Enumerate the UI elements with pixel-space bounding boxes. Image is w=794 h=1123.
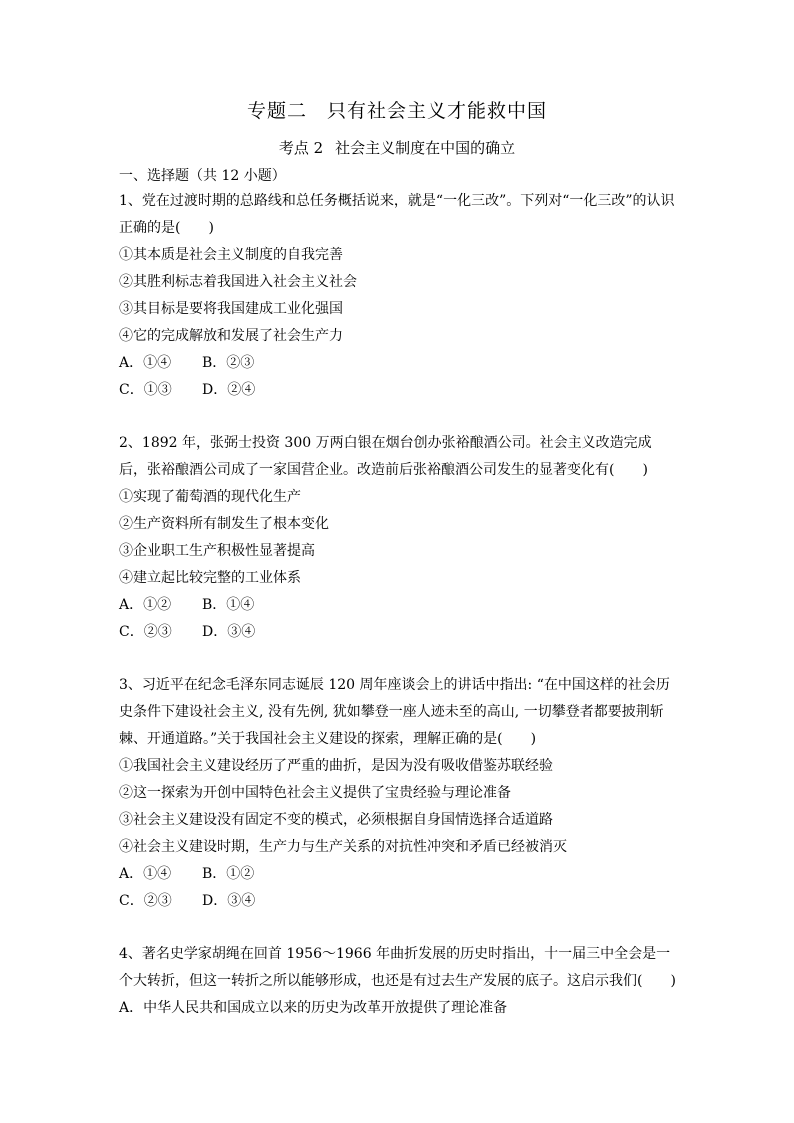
question-4 (119, 941, 679, 1022)
question-option: ③社会主义建设没有固定不变的模式，必须根据自身国情选择合适道路 (119, 812, 553, 828)
answer-choices-row (119, 861, 679, 888)
answer-choices-row (119, 350, 679, 377)
question-option: ②生产资料所有制发生了根本变化 (119, 516, 329, 532)
answer-choices-row (119, 888, 679, 915)
answer-choice-a: A．中华人民共和国成立以来的历史为改革开放提供了理论准备 (119, 1000, 508, 1016)
question-stem: 3、习近平在纪念毛泽东同志诞辰 120 周年座谈会上的讲话中指出: “在中国这样的社会历史条件下建设社会主义, 没有先例, 犹如攀登一座人迹未至的高山, 一切攀登者都要披荆斩棘、开通道路。”关于我国社会主义建设的探索，理解正确的是( ) (119, 677, 670, 747)
question-option: ④建立起比较完整的工业体系 (119, 570, 301, 586)
question-3 (119, 672, 679, 915)
answer-choice-c: C．②③ (119, 624, 172, 640)
answer-choice-d: D．③④ (202, 624, 256, 640)
question-option: ①其本质是社会主义制度的自我完善 (119, 247, 343, 263)
question-option: ①我国社会主义建设经历了严重的曲折，是因为没有吸收借鉴苏联经验 (119, 758, 553, 774)
answer-choice-c: C．①③ (119, 382, 172, 398)
subtitle-point: 考点 2 (278, 139, 324, 157)
question-option: ④它的完成解放和发展了社会生产力 (119, 328, 343, 344)
question-option: ②这一探索为开创中国特色社会主义提供了宝贵经验与理论准备 (119, 785, 511, 801)
question-1 (119, 188, 679, 404)
answer-choice-a: A．①② (119, 597, 172, 613)
title-topic: 专题二 (246, 100, 307, 122)
question-option: ③其目标是要将我国建成工业化强国 (119, 301, 343, 317)
answer-choice-b: B．①④ (202, 597, 255, 613)
answer-choice-a: A．①④ (119, 355, 172, 371)
answer-choice-b: B．②③ (202, 355, 255, 371)
page-subtitle (0, 137, 794, 158)
answer-choice-c: C．②③ (119, 893, 172, 909)
question-option: ③企业职工生产积极性显著提高 (119, 543, 315, 559)
question-option: ②其胜利标志着我国进入社会主义社会 (119, 274, 357, 290)
question-stem: 2、1892 年，张弼士投资 300 万两白银在烟台创办张裕酿酒公司。社会主义改造完成后，张裕酿酒公司成了一家国营企业。改造前后张裕酿酒公司发生的显著变化有( ) (119, 435, 652, 478)
answer-choices-row (119, 377, 679, 404)
section-heading: 一、选择题（共 12 小题） (119, 168, 286, 184)
answer-choice-d: D．③④ (202, 893, 256, 909)
answer-choice-b: B．①② (202, 866, 255, 882)
answer-choice-d: D．②④ (202, 382, 256, 398)
question-option: ④社会主义建设时期，生产力与生产关系的对抗性冲突和矛盾已经被消灭 (119, 839, 567, 855)
title-heading: 只有社会主义才能救中国 (327, 100, 548, 122)
question-2 (119, 430, 679, 646)
answer-choices-row (119, 619, 679, 646)
subtitle-heading: 社会主义制度在中国的确立 (335, 139, 516, 157)
answer-choice-a: A．①④ (119, 866, 172, 882)
question-stem: 4、著名史学家胡绳在回首 1956～1966 年曲折发展的历史时指出，十一届三中全会是一个大转折，但这一转折之所以能够形成，也还是有过去生产发展的底子。这启示我们( ) (119, 946, 676, 989)
answer-choices-row (119, 592, 679, 619)
page-title (0, 96, 794, 123)
question-option: ①实现了葡萄酒的现代化生产 (119, 489, 301, 505)
question-stem: 1、党在过渡时期的总路线和总任务概括说来，就是“一化三改”。下列对“一化三改”的认识正确的是( ) (119, 193, 675, 236)
